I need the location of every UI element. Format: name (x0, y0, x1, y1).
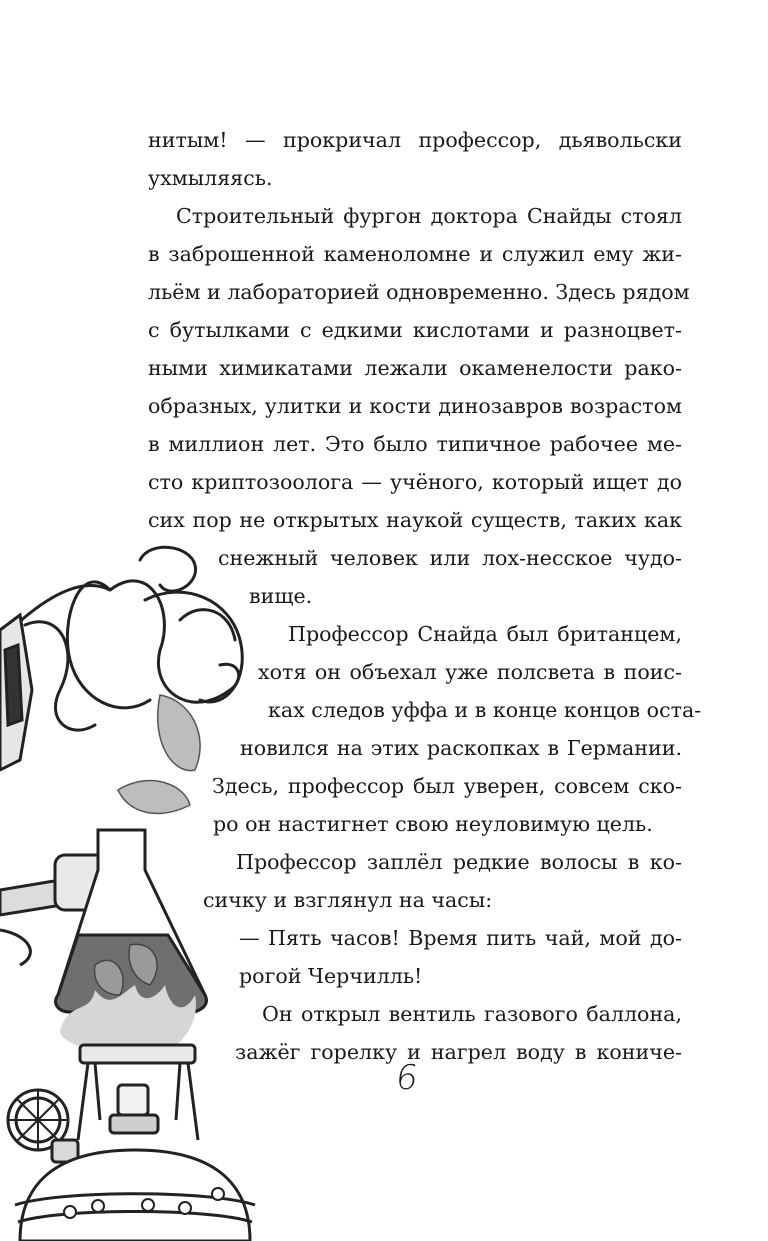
text-line: Профессор заплёл редкие волосы в ко- (236, 850, 682, 874)
text-line: Он открыл вентиль газового баллона, (262, 1002, 682, 1026)
flask-with-clamp (0, 830, 206, 1012)
text-line: хотя он объехал уже полсвета в поис- (258, 660, 682, 684)
text-line: снежный человек или лох-несское чудо- (218, 546, 682, 570)
falling-leaves (118, 695, 200, 813)
gas-cylinder (15, 1150, 255, 1241)
text-line: ухмыляясь. (148, 166, 273, 190)
text-line: вище. (249, 584, 313, 608)
text-line: Здесь, профессор был уверен, совсем ско- (212, 774, 682, 798)
text-line: сих пор не открытых наукой существ, таких как (148, 508, 682, 532)
smoke-swirls (0, 547, 242, 730)
text-line: Строительный фургон доктора Снайды стоял (176, 204, 682, 228)
page-number: 6 (393, 1058, 421, 1098)
text-line: в миллион лет. Это было типичное рабочее ме- (148, 432, 682, 456)
text-line: Профессор Снайда был британцем, (288, 622, 682, 646)
text-line: сичку и взглянул на часы: (203, 888, 493, 912)
text-line: ными химикатами лежали окаменелости рако- (148, 356, 682, 380)
text-line: с бутылками с едкими кислотами и разноцвет- (148, 318, 682, 342)
text-line: ро он настигнет свою неуловимую цель. (213, 812, 653, 836)
text-line: в заброшенной каменоломне и служил ему жи- (148, 242, 682, 266)
text-line: сто криптозоолога — учёного, который ищет до (148, 470, 682, 494)
text-line: зажёг горелку и нагрел воду в кониче- (235, 1040, 682, 1064)
text-line: новился на этих раскопках в Германии. (240, 736, 682, 760)
text-line: — Пять часов! Время пить чай, мой до- (239, 926, 682, 950)
burner-stand (78, 1045, 198, 1140)
text-line: нитым! — прокричал профессор, дьявольски (148, 128, 682, 152)
metal-arm (0, 615, 32, 770)
text-line: рогой Черчилль! (239, 964, 423, 988)
text-line: ках следов уффа и в конце концов оста- (268, 698, 702, 722)
valve-wheel (8, 1090, 78, 1162)
text-line: льём и лабораторией одновременно. Здесь рядом (148, 280, 690, 304)
text-line: образных, улитки и кости динозавров возрастом (148, 394, 682, 418)
